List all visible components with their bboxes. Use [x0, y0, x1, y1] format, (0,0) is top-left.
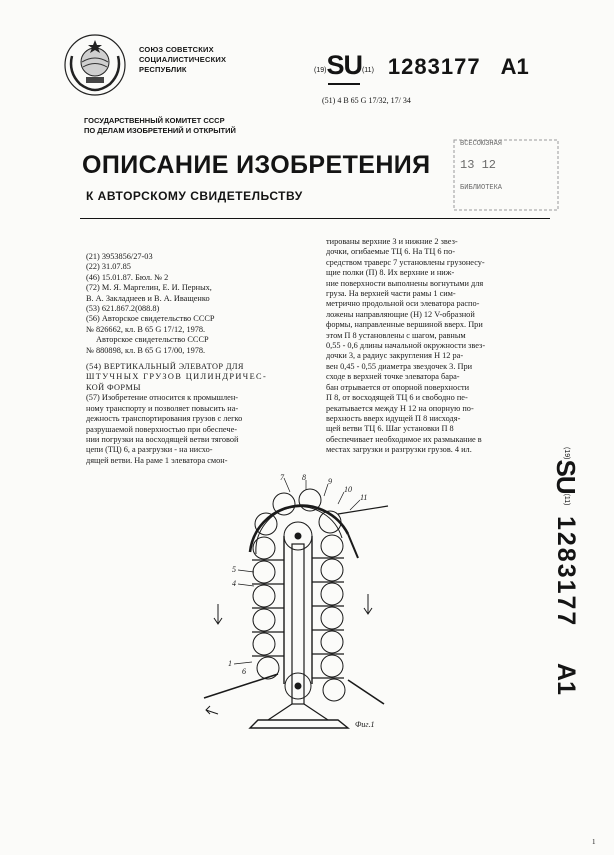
arrow-down-left — [214, 604, 222, 624]
abstract-line: вен 0,45 - 0,55 диаметра звездочек 3. При — [326, 361, 473, 371]
biblio-line: В. А. Закладнеев и В. А. Иващенко — [86, 293, 210, 303]
label-9: 9 — [328, 477, 332, 486]
abstract-line: ложены направляющие (Н) 12 V-образной — [326, 309, 475, 319]
document-subtitle: К АВТОРСКОМУ СВИДЕТЕЛЬСТВУ — [86, 189, 303, 203]
abstract-line: верхность вверх идущей П 8 нисходя- — [326, 413, 461, 423]
ussr-line: СОЮЗ СОВЕТСКИХ — [139, 45, 214, 54]
biblio-line: № 880898, кл. В 65 G 17/00, 1978. — [86, 345, 206, 355]
abstract-line: щие полки (П) 8. Их верхние и ниж- — [326, 268, 455, 278]
abstract-line: бан отрывается от опорной поверхности — [326, 382, 470, 392]
biblio-line: (21) 3953856/27-03 — [86, 252, 153, 261]
committee-line: ПО ДЕЛАМ ИЗОБРЕТЕНИЙ И ОТКРЫТИЙ — [84, 126, 236, 135]
abstract-line: дежность транспортирования грузов с легко — [86, 414, 243, 424]
shelves — [252, 558, 344, 678]
figure-caption: Фиг.1 — [355, 720, 375, 729]
label-4: 4 — [232, 579, 236, 588]
biblio-line: (56) Авторское свидетельство СССР — [86, 314, 215, 324]
page-mark: 1 — [592, 838, 596, 846]
abstract-line: формы, направленные вершиной вверх. При — [326, 320, 483, 330]
biblio-line: (72) М. Я. Маргелин, Е. И. Перных, — [86, 283, 212, 293]
abstract-column — [326, 237, 485, 456]
code-11: (11) — [361, 67, 374, 74]
su-code: SU — [326, 50, 362, 80]
label-5: 5 — [232, 565, 236, 574]
biblio-line: (46) 15.01.87. Бюл. № 2 — [86, 272, 169, 282]
label-8: 8 — [302, 474, 306, 482]
frame-column — [292, 544, 304, 704]
upper-chute — [338, 506, 388, 514]
bibliographic-column — [86, 252, 267, 466]
label-10: 10 — [344, 485, 352, 494]
label-7: 7 — [280, 474, 284, 482]
label-1: 1 — [228, 659, 232, 668]
invention-title-line: (54) ВЕРТИКАЛЬНЫЙ ЭЛЕВАТОР ДЛЯ — [86, 362, 244, 372]
abstract-line: средством траверс 7 установлены грузонесу- — [326, 257, 485, 267]
ussr-line: СОЦИАЛИСТИЧЕСКИХ — [139, 55, 227, 64]
abstract-line: ние поверхности выполнены вогнутыми для — [326, 278, 484, 288]
chain-loop — [284, 536, 312, 684]
biblio-line: № 826662, кл. В 65 G 17/12, 1978. — [86, 324, 206, 334]
top-sprocket-hub — [295, 533, 301, 539]
divider — [80, 218, 550, 219]
abstract-line: ному транспорту и позволяет повысить на- — [86, 403, 239, 413]
abstract-line: этом П 8 установлены с шагом, равным — [326, 330, 466, 340]
abstract-line: местах загрузки и разгрузки грузов. 4 ил. — [326, 445, 472, 455]
abstract-line: сходе в верхней точке элеватора бара- — [326, 372, 460, 382]
elevator-drawing — [198, 474, 390, 734]
abstract-line: рекатывается между Н 12 на опорную по- — [326, 403, 474, 413]
code-19: (19) — [314, 67, 327, 74]
side-code-11: (11) — [563, 493, 570, 506]
committee-line: ГОСУДАРСТВЕННЫЙ КОМИТЕТ СССР — [84, 116, 225, 125]
abstract-line: обеспечивает необходимое их размыкание в — [326, 434, 482, 444]
ussr-line: РЕСПУБЛИК — [139, 65, 187, 74]
su-underline — [328, 83, 360, 85]
arrow-left — [206, 706, 218, 714]
loading-chute — [204, 674, 278, 698]
side-patent-id — [550, 447, 581, 695]
abstract-line: цепи (ТЦ) 6, а разгрузки - на нисхо- — [86, 445, 213, 455]
label-6: 6 — [242, 667, 246, 676]
abstract-line: груза. На верхней части рамы 1 сим- — [326, 289, 456, 299]
stamp-line: ВСЕСОЮЗНАЯ — [460, 140, 503, 148]
patent-number: 1283177 — [387, 54, 481, 79]
abstract-line: 0,55 - 0,6 длины начальной окружности звез- — [326, 341, 486, 351]
abstract-line: нии погрузки на восходящей ветви тяговой — [86, 434, 239, 444]
kind-code: A1 — [500, 54, 529, 79]
left-drums — [253, 513, 279, 679]
abstract-line: дочки 3, а радиус закругления Н 12 ра- — [326, 351, 464, 361]
crossing-drum — [273, 493, 295, 515]
base — [250, 720, 348, 728]
guide-right-lip — [348, 534, 358, 558]
biblio-line: Авторское свидетельство СССР — [96, 335, 209, 345]
abstract-line: тированы верхние 3 и нижние 2 звез- — [326, 237, 458, 246]
committee-label — [84, 116, 236, 136]
abstract-line: дящей ветви. На раме 1 элеватора смон- — [86, 455, 228, 465]
abstract-line: разрушаемой поверхностью при обеспече- — [86, 424, 238, 434]
stamp-line: 13 12 — [460, 158, 497, 172]
invention-title-line: ШТУЧНЫХ ГРУЗОВ ЦИЛИНДРИЧЕС- — [86, 372, 268, 382]
bottom-sprocket-hub — [295, 683, 301, 689]
side-kind-code: A1 — [552, 662, 580, 695]
ipc-classification: (51) 4 B 65 G 17/32, 17/ 34 — [322, 96, 411, 105]
abstract-line: метрично продольной оси элеватора распо- — [326, 299, 480, 309]
side-su-code: SU — [551, 459, 581, 494]
base-strut — [268, 704, 328, 720]
abstract-line: щей ветви ТЦ 6. Шаг установки П 8 — [326, 424, 454, 434]
abstract-line: (57) Изобретение относится к промышлен- — [86, 393, 239, 403]
abstract-line: дочки, огибаемые ТЦ 6. На ТЦ 6 по- — [326, 247, 455, 257]
stamp-line: БИБЛИОТЕКА — [460, 184, 503, 192]
ussr-label — [139, 45, 226, 75]
biblio-line: (22) 31.07.85 — [86, 262, 131, 272]
abstract-line: П 8, от восходящей ТЦ 6 и свободно пе- — [326, 393, 468, 403]
invention-title-line: КОЙ ФОРМЫ — [86, 382, 141, 392]
side-code-19: (19) — [563, 447, 570, 460]
ussr-emblem — [62, 32, 128, 98]
patent-id-line — [314, 50, 529, 81]
unloading-chute — [348, 680, 384, 704]
arrow-down-right — [364, 594, 372, 614]
document-title: ОПИСАНИЕ ИЗОБРЕТЕНИЯ — [82, 151, 431, 179]
biblio-line: (53) 621.867.2(088.8) — [86, 304, 160, 314]
stamp-text — [460, 140, 502, 193]
side-patent-number: 1283177 — [552, 515, 580, 627]
label-11: 11 — [360, 493, 368, 502]
